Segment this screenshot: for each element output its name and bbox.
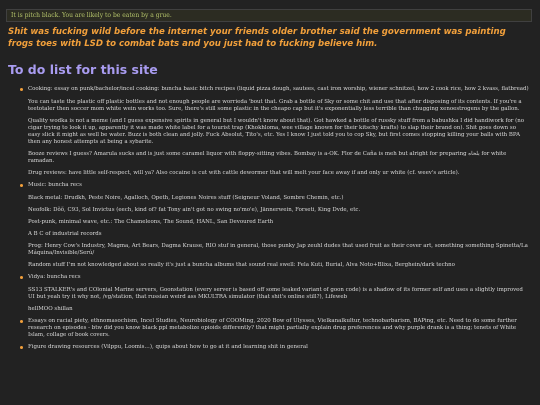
- list-item-text: Essays on racial piety, ethnomasochism, Incel Studies, Neurobiology of COOMing, 2020 Bow of Ulysses, Vielkanalkultur, technobarbarism, BAPing, etc. Need to do some further research on episodes - btw did you know black ppl metabolize opioids differently? that might partially explain drug preferences and why purple drank is a thing; tenets of White Islam, collage of book covers.: [28, 318, 517, 338]
- bullet-icon: [20, 184, 23, 187]
- list-item-text: Black metal: Drudkh, Peste Noire, Agalloch, Opeth, Legiones Noires stuff (Seigneur Voland, Sombre Chemin, etc.): [28, 195, 344, 201]
- list-item-text: A B C of industrial records: [28, 231, 102, 237]
- bullet-icon: [20, 276, 23, 279]
- bullet-icon: [20, 346, 23, 349]
- list-item-text: Post-punk, minimal wave, etc.: The Chameleons, The Sound, HANL, San Devoured Earth: [28, 219, 274, 225]
- list-item-essays: [20, 318, 530, 339]
- list-item-text: Random stuff I'm not knowledged about so really it's just a buncha albums that sound real swell: Fela Kuti, Burial, Alva Noto+Blixa, Berghein/dark techno: [28, 262, 455, 268]
- list-item-text: Neofolk: Dõõ, C93, Sol Invictus (eech, kind of? fat Tony ain't got no swing no'mo'e), Jännerwein, Forseti, King Dvde, etc.: [28, 207, 361, 213]
- list-item-music: [20, 182, 530, 269]
- list-item-text: Figure drawing resources (Vilppu, Loomis…), quips about how to go at it and learning shit in general: [28, 344, 308, 350]
- list-item-text: Drug reviews: have little self-respect, will ya? Also cocaine is cut with cattle dewormer that will melt your face away if and only ur white (cf. weev's article).: [28, 170, 460, 176]
- headline: Shit was fucking wild before the internet your friends older brother said the government was painting frogs toes with LSD to combat bats and you just had to fucking believe him.: [8, 27, 506, 49]
- banner-text: It is pitch black. You are likely to be eaten by a grue.: [11, 12, 172, 19]
- bullet-icon: [20, 320, 23, 323]
- list-item-text: Prog: Henry Cow's Industry, Magma, Art Bears, Dagma Krause, RIO stuf in general, those punky Jap zeuhl dudes that used fruit as their cover art, something something Spinetta/La Máquina/Invisible/Serú/: [28, 243, 528, 256]
- list-item-cooking: [20, 86, 530, 177]
- list-item-text: Cooking: essay on punk/bachelor/incel cooking: buncha basic bitch recipes (liquid pizza dough, sautees, cast iron worship, wiener schnitzel, how 2 cook rice, how 2 kvass, flatbread): [28, 86, 529, 92]
- list-item-vidya: [20, 274, 530, 313]
- bullet-icon: [20, 88, 23, 91]
- todo-list: [20, 86, 530, 356]
- page-title: To do list for this site: [8, 62, 158, 77]
- list-item-text: You can taste the plastic off plastic bottles and not enough people are worrieda 'bout that. Grab a bottle of Sky or some chit and use that after disposing of its contents. If you're a teetotaler then soccer mom white wein works too. Sure, there's still some plastic in the cheapo cap but it's exponentially less terrible than chugging xenoestrogens by the gallon.: [28, 99, 522, 112]
- list-item-text: Vidya: buncha recs: [28, 274, 81, 280]
- list-item-figure-drawing: [20, 344, 530, 351]
- list-item-text: Quality wodka is not a meme (and I guess expensive spirits in general but I wouldn't know about that). Got hawked a bottle of russky stuff from a babushka I did handiwork for (no cigar trying to look it up, apparently it was made white label for a tourist trap (Khokhloma, wee village known for their kitschy krafts) to slap their brand on). Shit goes down so easy slick it might as well be water. Buzz is both clean and jolly. Fuck Absolut, Tito's, etc. Yes I know I just told you to cop Sky, but first comes stopping killing your balls with BPA then any honest attempts at being a sybarite.: [28, 118, 524, 145]
- banner-bar: [6, 9, 532, 22]
- list-item-text: SS13 STALKER's and COlonial Marine servers, Goonstation (every server is based off some leaked variant of goon code) is a shadow of its former self and uses a slightly improved UI but yeah try it why not, /vg/station, that russian weird ass MKULTRA simulator (that shit's online still?), Lifeweb: [28, 287, 523, 300]
- list-item-text: hellMOO shillan: [28, 306, 73, 312]
- list-item-text: Booze reviews I guess? Amarula sucks and is just some caramel liquor with floppy-sitting vibes. Bombay is a-OK. Flor de Caña is meh but alright for preparing بلحاه for white ramadan.: [28, 151, 507, 164]
- list-item-text: Music: buncha recs: [28, 182, 82, 188]
